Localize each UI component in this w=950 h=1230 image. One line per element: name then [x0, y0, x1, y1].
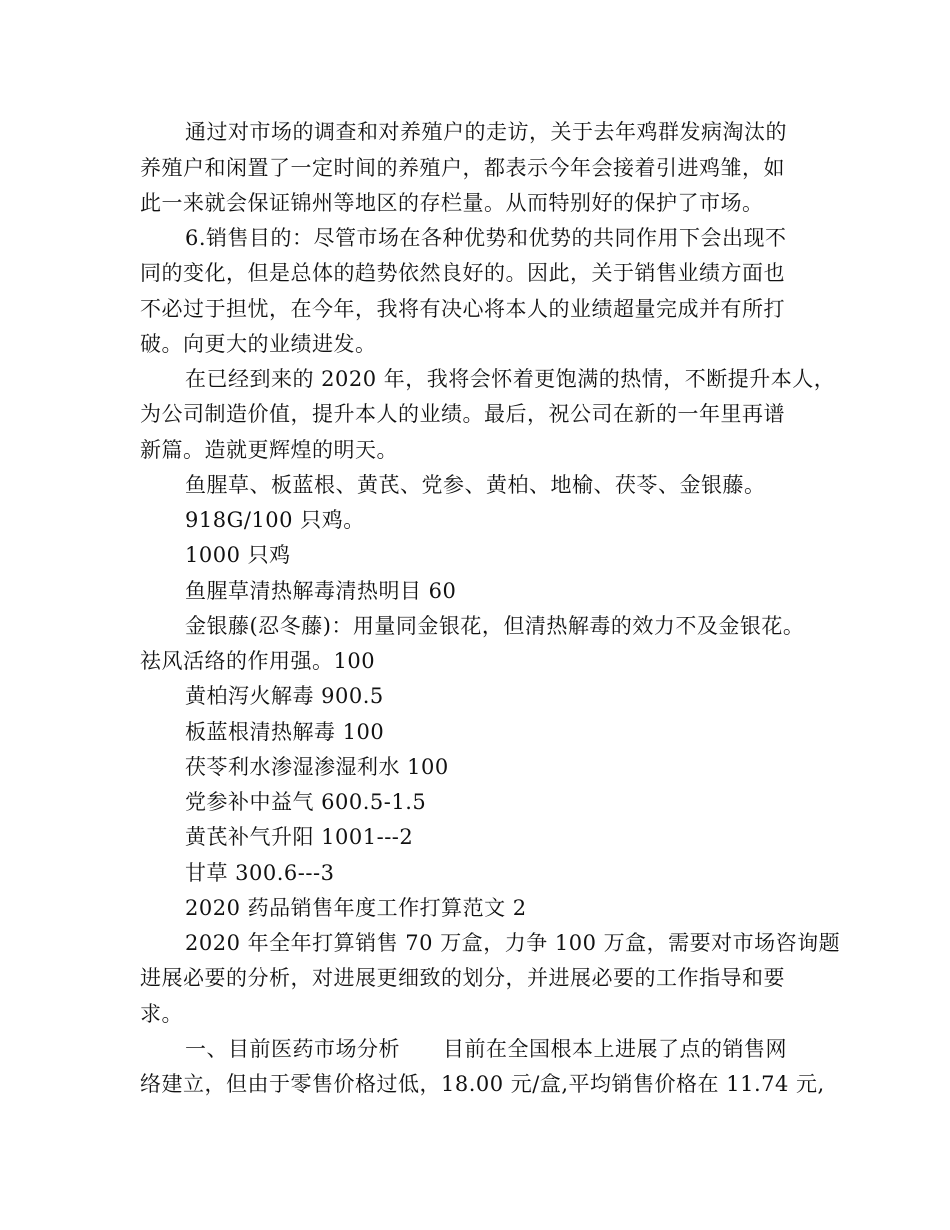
paragraph-line: 黄柏泻火解毒 900.5 — [185, 684, 384, 708]
paragraph-line: 求。 — [140, 1002, 183, 1026]
section-heading: 2020 药品销售年度工作打算范文 2 — [185, 896, 527, 920]
paragraph-line: 通过对市场的调查和对养殖户的走访，关于去年鸡群发病淘汰的 — [185, 120, 787, 144]
paragraph-line: 养殖户和闲置了一定时间的养殖户，都表示今年会接着引进鸡雏，如 — [140, 156, 785, 180]
paragraph-line: 党参补中益气 600.5-1.5 — [185, 790, 427, 814]
paragraph-line: 此一来就会保证锦州等地区的存栏量。从而特别好的保护了市场。 — [140, 191, 764, 215]
paragraph-line: 茯苓利水渗湿渗湿利水 100 — [185, 755, 449, 779]
paragraph-line: 同的变化，但是总体的趋势依然良好的。因此，关于销售业绩方面也 — [140, 261, 785, 285]
paragraph-line: 918G/100 只鸡。 — [185, 508, 365, 532]
paragraph-line: 板蓝根清热解毒 100 — [185, 720, 385, 744]
paragraph-line: 金银藤(忍冬藤)：用量同金银花，但清热解毒的效力不及金银花。 — [185, 614, 805, 638]
paragraph-line: 鱼腥草、板蓝根、黄芪、党参、黄柏、地榆、茯苓、金银藤。 — [185, 473, 766, 497]
paragraph-line: 为公司制造价值，提升本人的业绩。最后，祝公司在新的一年里再谱 — [140, 402, 785, 426]
paragraph-line: 甘草 300.6---3 — [185, 861, 335, 885]
paragraph-line: 黄芪补气升阳 1001---2 — [185, 825, 414, 849]
paragraph-line: 不必过于担忧，在今年，我将有决心将本人的业绩超量完成并有所打 — [140, 297, 785, 321]
paragraph-line: 祛风活络的作用强。100 — [140, 649, 376, 673]
paragraph-line: 一、目前医药市场分析 目前在全国根本上进展了点的销售网 — [185, 1037, 787, 1061]
paragraph-line: 进展必要的分析，对进展更细致的划分，并进展必要的工作指导和要 — [140, 966, 785, 990]
paragraph-line: 鱼腥草清热解毒清热明目 60 — [185, 579, 457, 603]
paragraph-line: 络建立，但由于零售价格过低，18.00 元/盒,平均销售价格在 11.74 元, — [140, 1072, 825, 1096]
paragraph-line: 2020 年全年打算销售 70 万盒，力争 100 万盒，需要对市场咨询题 — [185, 931, 841, 955]
paragraph-line: 新篇。造就更辉煌的明天。 — [140, 438, 398, 462]
paragraph-line: 在已经到来的 2020 年，我将会怀着更饱满的热情，不断提升本人， — [185, 367, 836, 391]
paragraph-line: 1000 只鸡 — [185, 543, 291, 567]
paragraph-line: 6.销售目的：尽管市场在各种优势和优势的共同作用下会出现不 — [185, 226, 787, 250]
paragraph-line: 破。向更大的业绩进发。 — [140, 332, 377, 356]
